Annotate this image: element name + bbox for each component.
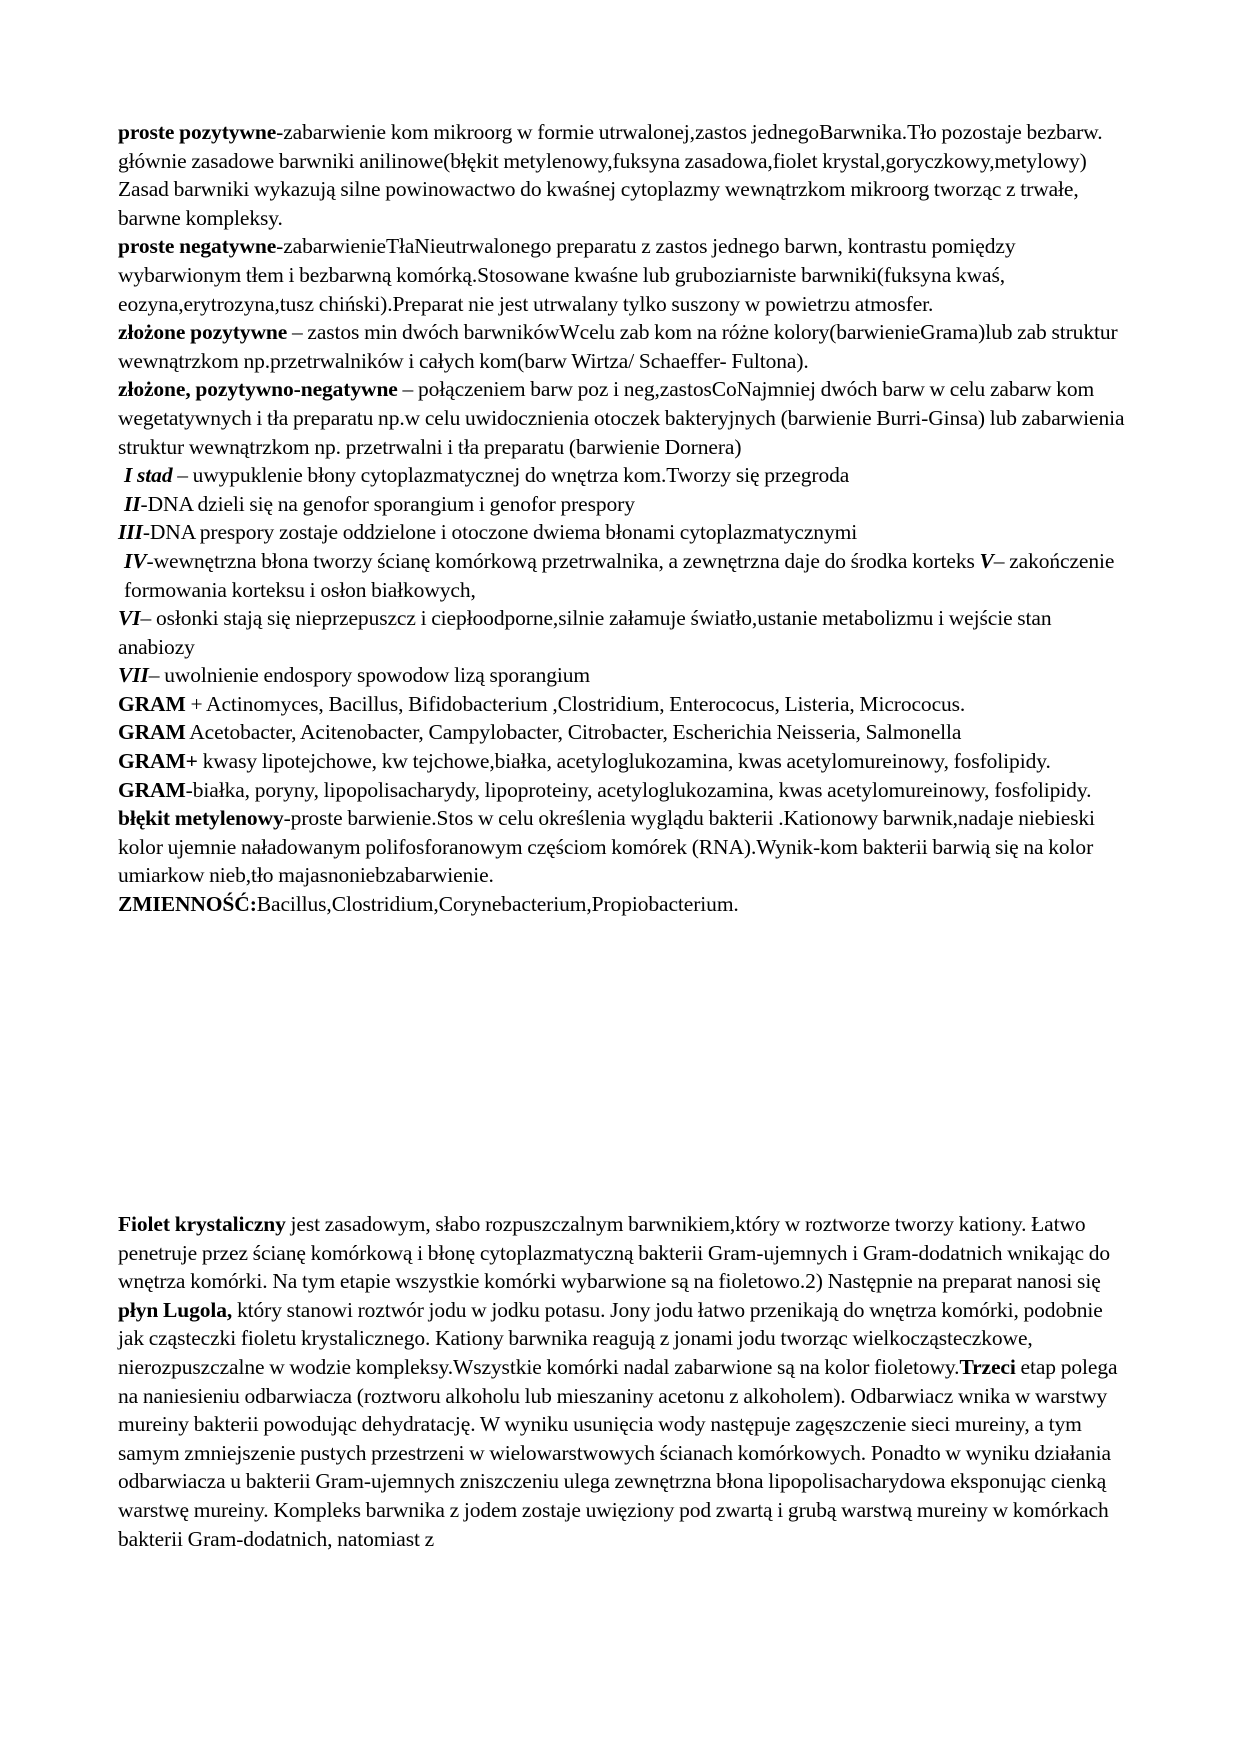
term-description: -białka, poryny, lipopolisacharydy, lipoproteiny, acetyloglukozamina, kwas acetylomureinowy, fosfolipidy. xyxy=(185,777,1092,802)
note-paragraph xyxy=(118,375,1130,461)
note-paragraph xyxy=(118,318,1130,375)
note-paragraph xyxy=(118,461,1130,490)
term-heading: proste pozytywne xyxy=(118,120,277,144)
term-heading: GRAM xyxy=(118,777,186,802)
note-paragraph xyxy=(118,718,1130,747)
emphasis-text: Fiolet krystaliczny xyxy=(118,1212,286,1236)
term-description: -zabarwienieTłaNieutrwalonego preparatu z zastos jednego barwn, kontrastu pomiędzy wybarwionym tłem i bezbarwną komórką.Stosowane kwaśne lub gruboziarniste barwniki(fuksyna kwaś, eozyna,erytrozyna,tusz chiński).Preparat nie jest utrwalany tylko suszony w powietrzu atmosfer. xyxy=(118,234,1016,316)
term-description: – zakończenie formowania korteksu i osłon białkowych, xyxy=(124,548,1115,602)
body-text: jest zasadowym, słabo rozpuszczalnym barwnikiem,który w roztworze tworzy kationy. Łatwo penetruje przez ścianę komórkową i błonę cytoplazmatyczną bakterii Gram-ujemnych i Gram-dodatnich wnikając do wnętrza komórki. Na tym etapie wszystkie komórki wybarwione są na fioletowo.2) Następnie na preparat nanosi się xyxy=(118,1212,1111,1294)
term-description: -wewnętrzna błona tworzy ścianę komórkową przetrwalnika, a zewnętrzna daje do środka korteks xyxy=(146,548,980,573)
note-paragraph xyxy=(118,747,1130,776)
term-heading: złożone pozytywne xyxy=(118,320,288,345)
term-description: – uwypuklenie błony cytoplazmatycznej do wnętrza kom.Tworzy się przegroda xyxy=(172,463,850,488)
term-heading: III xyxy=(118,520,143,545)
body-text: który stanowi roztwór jodu w jodku potasu. Jony jodu łatwo przenikają do wnętrza komórki, podobnie jak cząsteczki fioletu krystalicznego. Kationy barwnika reagują z jonami jodu tworząc wielkocząsteczkowe, nierozpuszczalne w wodzie kompleksy.Wszystkie komórki nadal zabarwione są na kolor fioletowy. xyxy=(118,1297,1103,1379)
term-heading: I stad xyxy=(124,463,173,488)
term-description: -zabarwienie kom mikroorg w formie utrwalonej,zastos jednegoBarwnika.Tło pozostaje bezbarw. głównie zasadowe barwniki anilinowe(błękit metylenowy,fuksyna zasadowa,fiolet krystal,goryczkowy,metylowy) Zasad barwniki wykazują silne powinowactwo do kwaśnej cytoplazmy wewnątrzkom mikroorg tworząc z trwałe, barwne kompleksy. xyxy=(118,120,1103,230)
term-description: – zastos min dwóch barwnikówWcelu zab kom na różne kolory(barwienieGrama)lub zab struktur wewnątrzkom np.przetrwalników i całych kom(barw Wirtza/ Schaeffer- Fultona). xyxy=(118,320,1118,373)
term-heading: V xyxy=(979,548,994,573)
term-heading: ZMIENNOŚĆ: xyxy=(118,892,257,917)
term-heading: GRAM+ xyxy=(118,749,198,774)
note-paragraph xyxy=(118,118,1130,232)
term-description: – osłonki stają się nieprzepuszcz i ciepłoodporne,silnie załamuje światło,ustanie metabolizmu i wejście stan anabiozy xyxy=(118,606,1052,659)
note-paragraph xyxy=(118,490,1130,519)
term-description: – połączeniem barw poz i neg,zastosCoNajmniej dwóch barw w celu zabarw kom wegetatywnych i tła preparatu np.w celu uwidocznienia otoczek bakteryjnych (barwienie Burri-Ginsa) lub zabarwienia struktur wewnątrzkom np. przetrwalni i tła preparatu (barwienie Dornera) xyxy=(118,377,1125,459)
note-paragraph xyxy=(118,604,1130,661)
emphasis-text: płyn Lugola, xyxy=(118,1297,233,1322)
term-description: -DNA dzieli się na genofor sporangium i genofor prespory xyxy=(140,491,635,516)
body-text: etap polega na naniesieniu odbarwiacza (roztworu alkoholu lub mieszaniny acetonu z alkoholem). Odbarwiacz wnika w warstwy mureiny bakterii powodując dehydratację. W wyniku usunięcia wody następuje zagęszczenie sieci mureiny, a tym samym zmniejszenie pustych przestrzeni w wielowarstwowych ścianach komórkowych. Ponadto w wyniku działania odbarwiacza u bakterii Gram-ujemnych zniszczeniu ulega zewnętrzna błona lipopolisacharydowa eksponując cienką warstwę mureiny. Kompleks barwnika z jodem zostaje uwięziony pod zwartą i grubą warstwą mureiny w komórkach bakterii Gram-dodatnich, natomiast z xyxy=(118,1354,1118,1551)
term-description: – uwolnienie endospory spowodow lizą sporangium xyxy=(148,663,591,688)
term-heading: złożone, pozytywno-negatywne xyxy=(118,377,398,402)
note-paragraph xyxy=(118,547,1130,604)
emphasis-text: Trzeci xyxy=(959,1354,1016,1379)
note-paragraph xyxy=(118,690,1130,719)
term-heading: VII xyxy=(118,663,149,688)
term-description: Bacillus,Clostridium,Corynebacterium,Propiobacterium. xyxy=(256,892,739,917)
term-description: + Actinomyces, Bacillus, Bifidobacterium ,Clostridium, Enterococus, Listeria, Micrococus. xyxy=(185,691,966,716)
gram-staining-section xyxy=(118,1210,1130,1553)
term-heading: proste negatywne xyxy=(118,234,277,259)
note-paragraph xyxy=(118,890,1130,919)
note-paragraph xyxy=(118,804,1130,890)
term-heading: GRAM xyxy=(118,691,186,716)
notes-section xyxy=(118,118,1130,919)
term-description: -proste barwienie.Stos w celu określenia wyglądu bakterii .Kationowy barwnik,nadaje niebieski kolor ujemnie naładowanym polifosforanowym częściom komórek (RNA).Wynik-kom bakterii barwią się na kolor umiarkow nieb,tło majasnoniebzabarwienie. xyxy=(118,806,1095,888)
term-heading: GRAM xyxy=(118,720,186,745)
note-paragraph xyxy=(118,776,1130,805)
term-description: kwasy lipotejchowe, kw tejchowe,białka, acetyloglukozamina, kwas acetylomureinowy, fosfolipidy. xyxy=(197,749,1051,774)
term-description: Acetobacter, Acitenobacter, Campylobacter, Citrobacter, Escherichia Neisseria, Salmonella xyxy=(185,720,962,745)
term-heading: II xyxy=(124,491,141,516)
note-paragraph xyxy=(118,661,1130,690)
gram-staining-paragraph xyxy=(118,1210,1130,1553)
note-paragraph xyxy=(118,518,1130,547)
term-heading: VI xyxy=(118,606,141,631)
term-description: -DNA prespory zostaje oddzielone i otoczone dwiema błonami cytoplazmatycznymi xyxy=(142,520,858,545)
note-paragraph xyxy=(118,232,1130,318)
term-heading: błękit metylenowy xyxy=(118,806,284,831)
term-heading: IV xyxy=(124,548,147,573)
